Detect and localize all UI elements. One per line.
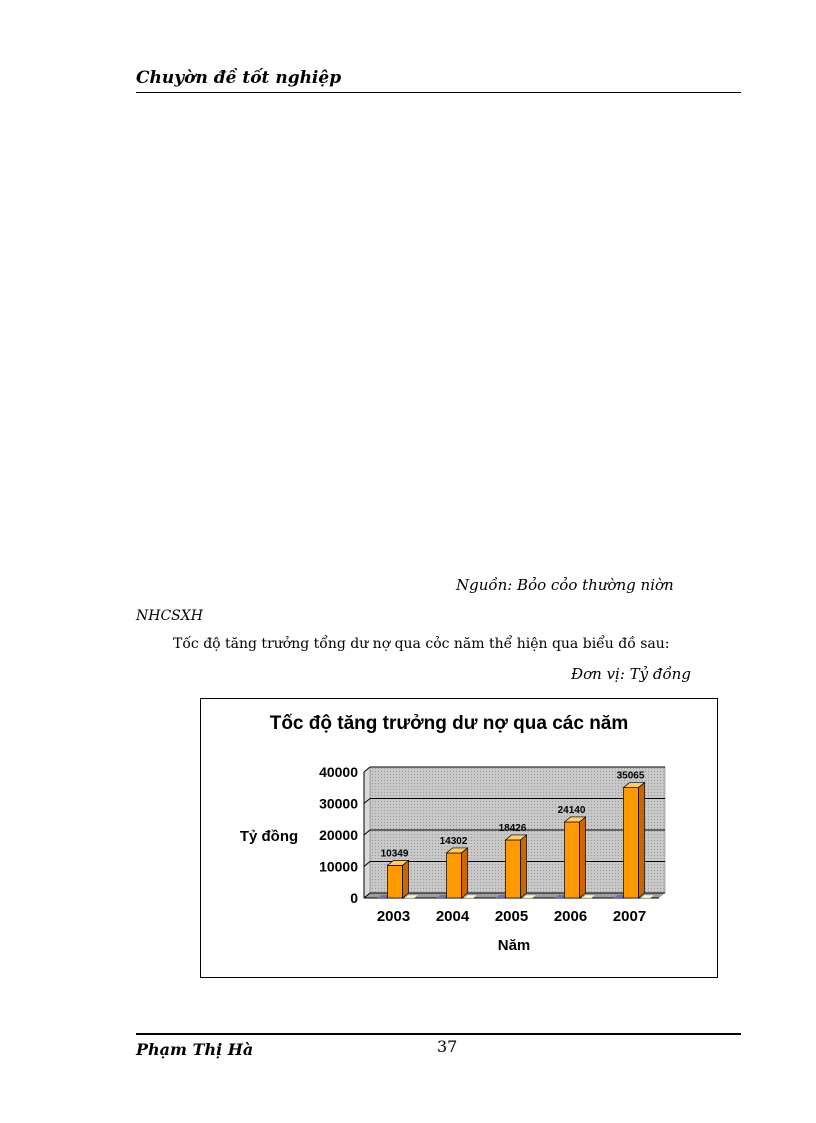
chart-title: Tốc độ tăng trưởng dư nợ qua các năm (269, 713, 629, 734)
y-tick-label: 10000 (319, 858, 358, 875)
header-divider (136, 92, 741, 93)
page-number: 37 (437, 1037, 458, 1056)
bar-side (639, 783, 645, 898)
bar (506, 840, 521, 898)
bar-side (521, 835, 527, 898)
y-axis-label: Tỷ đồng (239, 828, 299, 845)
bar (565, 822, 580, 898)
unit-label: Đơn vị: Tỷ đồng (571, 665, 691, 683)
footer-author: Phạm Thị Hà (136, 1040, 254, 1059)
y-tick-label: 0 (350, 890, 358, 906)
intro-paragraph: Tốc độ tăng trưởng tổng dư nợ qua cỏc năm thể hiện qua biểu đồ sau: (173, 636, 670, 652)
data-label: 18426 (498, 822, 527, 834)
y-tick-label: 30000 (319, 795, 358, 812)
debt-growth-chart (201, 699, 717, 977)
x-tick-label: 2007 (612, 908, 647, 925)
x-tick-label: 2005 (494, 908, 529, 925)
x-axis-label: Năm (497, 937, 531, 954)
data-label: 24140 (557, 804, 586, 816)
data-label: 35065 (616, 770, 645, 782)
source-line: Nguồn: Bỏo cỏo thường niờn (456, 576, 674, 594)
footer-divider (136, 1033, 741, 1035)
y-tick-label: 40000 (319, 764, 358, 780)
plot-area (319, 764, 665, 925)
data-label: 14302 (439, 835, 468, 847)
bar-side (403, 860, 409, 898)
bar (447, 853, 462, 898)
x-tick-label: 2004 (435, 908, 470, 925)
bar-side (462, 848, 468, 898)
bar-side (580, 817, 586, 898)
y-tick-label: 20000 (319, 827, 358, 843)
header-title: Chuyờn đề tốt nghiệp (136, 68, 342, 88)
bar (388, 865, 403, 898)
x-tick-label: 2006 (553, 908, 588, 925)
source-org: NHCSXH (136, 608, 203, 624)
data-label: 10349 (380, 848, 409, 860)
x-tick-label: 2003 (376, 908, 411, 925)
chart-frame (200, 698, 718, 978)
bar (624, 788, 639, 898)
